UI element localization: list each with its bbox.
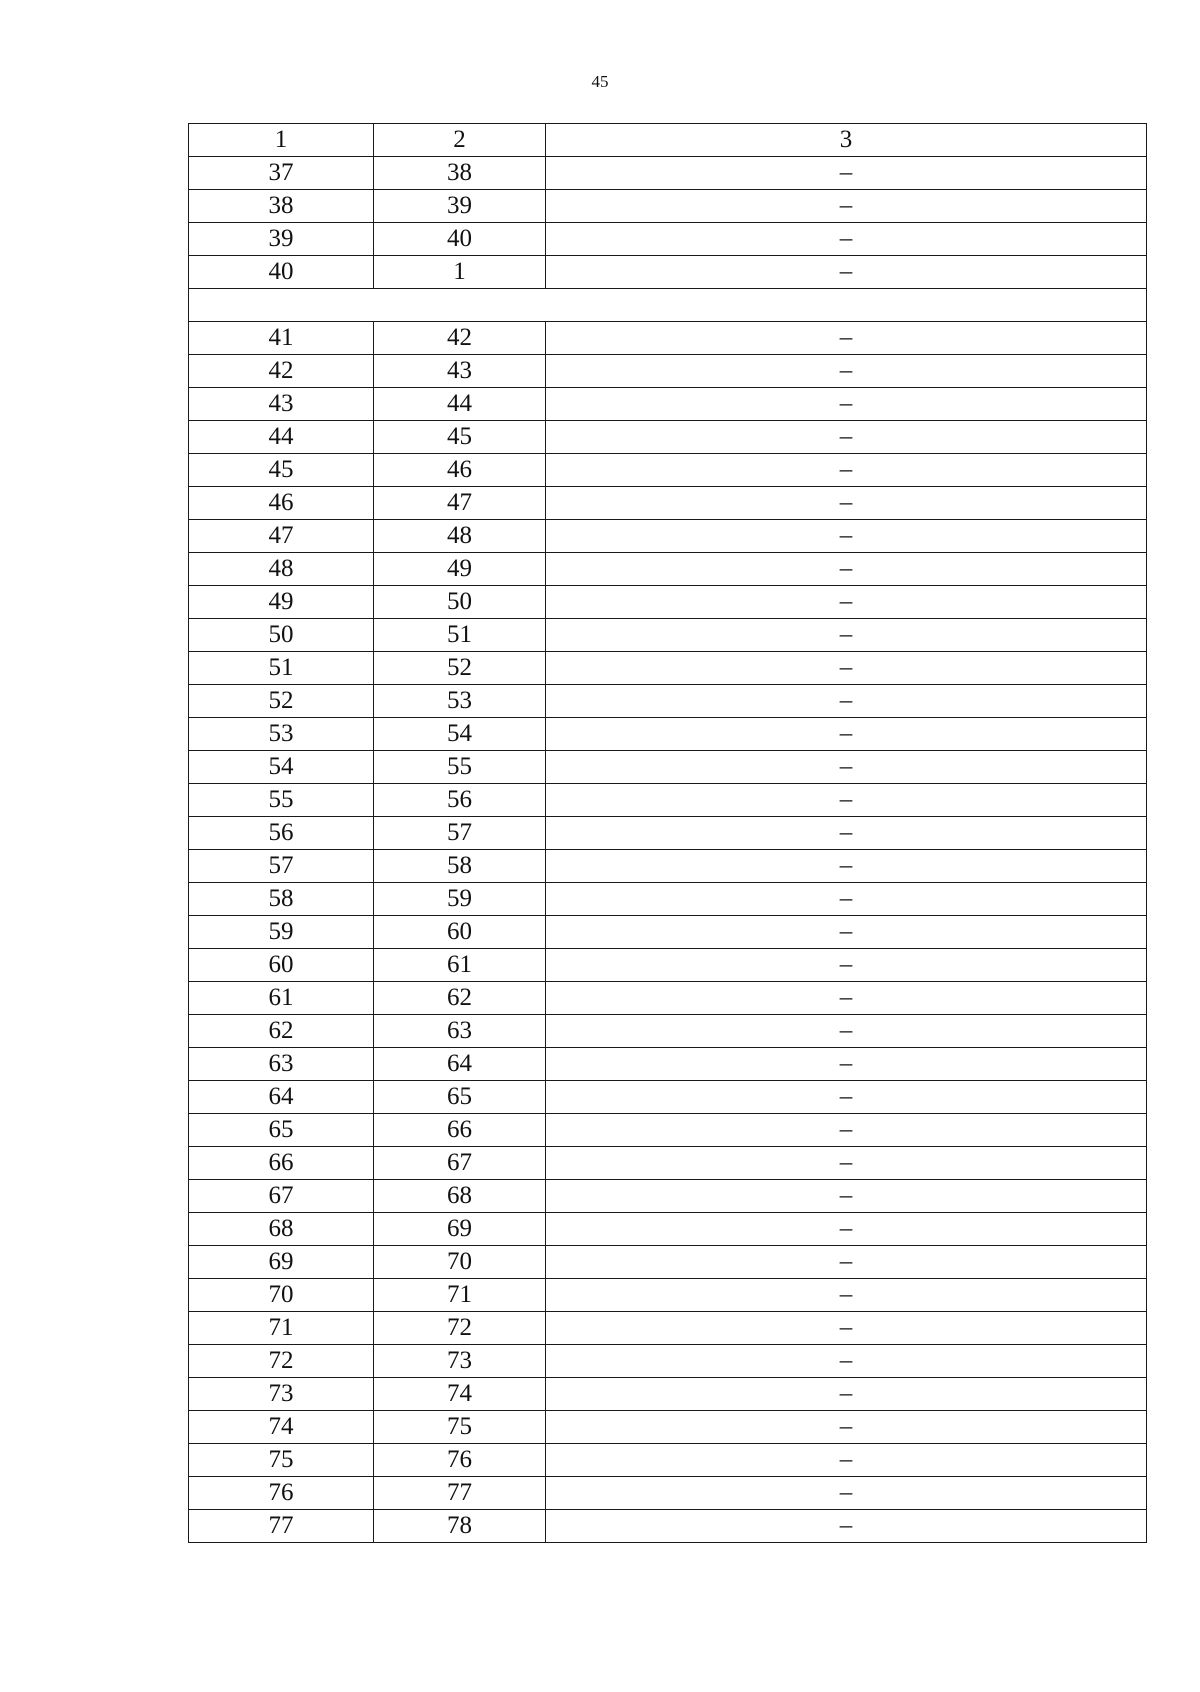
table-row [189, 1081, 1147, 1114]
table-cell-col-1: 41 [189, 322, 374, 355]
table-cell-col-2: 48 [374, 520, 546, 553]
table-cell-col-3: – [546, 1510, 1147, 1543]
data-table [188, 123, 1147, 1543]
table-cell-col-2: 78 [374, 1510, 546, 1543]
table-cell-col-1: 42 [189, 355, 374, 388]
table-cell-col-1: 62 [189, 1015, 374, 1048]
table-cell-col-2: 75 [374, 1411, 546, 1444]
table-cell-col-2: 65 [374, 1081, 546, 1114]
table-cell-col-1: 77 [189, 1510, 374, 1543]
table-cell-col-3: – [546, 421, 1147, 454]
table-cell-col-2: 66 [374, 1114, 546, 1147]
table-cell-col-2: 38 [374, 157, 546, 190]
table-cell-col-3: – [546, 487, 1147, 520]
table-cell-col-3: – [546, 1378, 1147, 1411]
table-row [189, 619, 1147, 652]
table-cell-col-2: 68 [374, 1180, 546, 1213]
table-cell-col-3: – [546, 652, 1147, 685]
table-cell-col-2: 58 [374, 850, 546, 883]
table-cell-col-3: – [546, 1279, 1147, 1312]
table-cell-col-2: 54 [374, 718, 546, 751]
table-row [189, 421, 1147, 454]
header-cell-1: 1 [189, 124, 374, 157]
table-cell-col-2: 61 [374, 949, 546, 982]
table-cell-col-3: – [546, 850, 1147, 883]
table-cell-col-3: – [546, 256, 1147, 289]
table-cell-col-1: 53 [189, 718, 374, 751]
table-cell-col-2: 50 [374, 586, 546, 619]
table-cell-col-3: – [546, 982, 1147, 1015]
table-cell-col-2: 49 [374, 553, 546, 586]
table-cell-col-3: – [546, 1114, 1147, 1147]
table-cell-col-1: 56 [189, 817, 374, 850]
table-cell-col-3: – [546, 883, 1147, 916]
table-row [189, 751, 1147, 784]
table-cell-col-1: 61 [189, 982, 374, 1015]
table-cell-col-1: 38 [189, 190, 374, 223]
table-cell-col-2: 55 [374, 751, 546, 784]
table-row [189, 1411, 1147, 1444]
table-cell-col-3: – [546, 1180, 1147, 1213]
table-cell-col-2: 72 [374, 1312, 546, 1345]
table-row [189, 355, 1147, 388]
table-cell-col-1: 47 [189, 520, 374, 553]
page-number: 45 [591, 72, 609, 91]
table-cell-col-3: – [546, 355, 1147, 388]
table-cell-col-1: 51 [189, 652, 374, 685]
table-cell-col-2: 77 [374, 1477, 546, 1510]
table-row [189, 1279, 1147, 1312]
table-cell-col-3: – [546, 1312, 1147, 1345]
table-cell-col-3: – [546, 949, 1147, 982]
table-cell-col-3: – [546, 916, 1147, 949]
table-row [189, 1246, 1147, 1279]
table-row [189, 883, 1147, 916]
table-cell-col-1: 75 [189, 1444, 374, 1477]
table-cell-col-3: – [546, 619, 1147, 652]
table-cell-col-1: 52 [189, 685, 374, 718]
separator-row [189, 289, 1147, 322]
table-cell-col-1: 48 [189, 553, 374, 586]
header-cell-2: 2 [374, 124, 546, 157]
header-cell-3: 3 [546, 124, 1147, 157]
table-cell-col-3: – [546, 1477, 1147, 1510]
table-cell-col-2: 42 [374, 322, 546, 355]
table-row [189, 1510, 1147, 1543]
table-cell-col-2: 70 [374, 1246, 546, 1279]
table-cell-col-1: 76 [189, 1477, 374, 1510]
table-row [189, 388, 1147, 421]
table-row [189, 718, 1147, 751]
table-cell-col-2: 44 [374, 388, 546, 421]
table-cell-col-3: – [546, 1345, 1147, 1378]
table-cell-col-2: 47 [374, 487, 546, 520]
table-header-row [189, 124, 1147, 157]
table-cell-col-2: 63 [374, 1015, 546, 1048]
table-cell-col-3: – [546, 718, 1147, 751]
table-cell-col-1: 43 [189, 388, 374, 421]
table-cell-col-2: 69 [374, 1213, 546, 1246]
table-cell-col-3: – [546, 1411, 1147, 1444]
table-cell-col-1: 46 [189, 487, 374, 520]
table-cell-col-1: 55 [189, 784, 374, 817]
table-cell-col-1: 68 [189, 1213, 374, 1246]
table-cell-col-1: 54 [189, 751, 374, 784]
table-cell-col-1: 63 [189, 1048, 374, 1081]
table-row [189, 1312, 1147, 1345]
table-row [189, 1048, 1147, 1081]
table-cell-col-1: 40 [189, 256, 374, 289]
table-cell-col-2: 62 [374, 982, 546, 1015]
table-cell-col-3: – [546, 685, 1147, 718]
table-cell-col-1: 44 [189, 421, 374, 454]
table-row [189, 916, 1147, 949]
table-row [189, 1345, 1147, 1378]
table-row [189, 685, 1147, 718]
table-cell-col-2: 67 [374, 1147, 546, 1180]
table-cell-col-1: 60 [189, 949, 374, 982]
table-row [189, 817, 1147, 850]
table-row [189, 454, 1147, 487]
table-cell-col-2: 64 [374, 1048, 546, 1081]
table-cell-col-1: 64 [189, 1081, 374, 1114]
table-cell-col-2: 1 [374, 256, 546, 289]
table-cell-col-2: 52 [374, 652, 546, 685]
table-cell-col-1: 73 [189, 1378, 374, 1411]
table-cell-col-3: – [546, 784, 1147, 817]
table-cell-col-2: 40 [374, 223, 546, 256]
table-cell-col-3: – [546, 1246, 1147, 1279]
table-cell-col-2: 53 [374, 685, 546, 718]
table-row [189, 586, 1147, 619]
table-row [189, 1114, 1147, 1147]
table-cell-col-2: 43 [374, 355, 546, 388]
table-cell-col-1: 74 [189, 1411, 374, 1444]
table-cell-col-3: – [546, 586, 1147, 619]
table-row [189, 1180, 1147, 1213]
table-cell-col-3: – [546, 157, 1147, 190]
table-cell-col-3: – [546, 520, 1147, 553]
table-row [189, 190, 1147, 223]
table-cell-col-1: 49 [189, 586, 374, 619]
table-row [189, 1378, 1147, 1411]
table-row [189, 553, 1147, 586]
table-row [189, 850, 1147, 883]
table-cell-col-2: 39 [374, 190, 546, 223]
table-body [189, 124, 1147, 1543]
table-cell-col-1: 37 [189, 157, 374, 190]
table-cell-col-1: 72 [189, 1345, 374, 1378]
table-row [189, 652, 1147, 685]
table-cell-col-3: – [546, 751, 1147, 784]
table-cell-col-3: – [546, 1147, 1147, 1180]
table-row [189, 784, 1147, 817]
table-cell-col-3: – [546, 223, 1147, 256]
table-row [189, 322, 1147, 355]
table-cell-col-3: – [546, 1048, 1147, 1081]
table-row [189, 949, 1147, 982]
table-cell-col-1: 70 [189, 1279, 374, 1312]
table-cell-col-2: 74 [374, 1378, 546, 1411]
table-cell-col-1: 58 [189, 883, 374, 916]
table-cell-col-3: – [546, 1213, 1147, 1246]
table-cell-col-2: 56 [374, 784, 546, 817]
table-cell-col-1: 59 [189, 916, 374, 949]
table-cell-col-3: – [546, 388, 1147, 421]
table-cell-col-3: – [546, 1081, 1147, 1114]
table-cell-col-2: 57 [374, 817, 546, 850]
table-cell-col-2: 59 [374, 883, 546, 916]
table-row [189, 520, 1147, 553]
table-row [189, 256, 1147, 289]
table-cell-col-2: 60 [374, 916, 546, 949]
table-cell-col-1: 69 [189, 1246, 374, 1279]
table-cell-col-3: – [546, 1444, 1147, 1477]
table-cell-col-1: 67 [189, 1180, 374, 1213]
table-cell-col-3: – [546, 1015, 1147, 1048]
table-cell-col-2: 73 [374, 1345, 546, 1378]
table-cell-col-1: 71 [189, 1312, 374, 1345]
table-row [189, 157, 1147, 190]
table-cell-col-3: – [546, 817, 1147, 850]
table-cell-col-3: – [546, 190, 1147, 223]
table-row [189, 1477, 1147, 1510]
table-cell-col-2: 46 [374, 454, 546, 487]
table-row [189, 1213, 1147, 1246]
table-cell-col-3: – [546, 454, 1147, 487]
table-cell-col-1: 39 [189, 223, 374, 256]
table-cell-col-1: 45 [189, 454, 374, 487]
table-row [189, 1444, 1147, 1477]
table-cell-col-2: 45 [374, 421, 546, 454]
table-row [189, 1147, 1147, 1180]
table-cell-col-2: 71 [374, 1279, 546, 1312]
table-row [189, 1015, 1147, 1048]
table-cell-col-1: 66 [189, 1147, 374, 1180]
table-cell-col-1: 65 [189, 1114, 374, 1147]
table-cell-col-2: 51 [374, 619, 546, 652]
table-cell-col-1: 57 [189, 850, 374, 883]
table-row [189, 487, 1147, 520]
table-row [189, 982, 1147, 1015]
separator-cell [189, 289, 1147, 322]
table-cell-col-3: – [546, 322, 1147, 355]
table-cell-col-2: 76 [374, 1444, 546, 1477]
table-cell-col-1: 50 [189, 619, 374, 652]
table-cell-col-3: – [546, 553, 1147, 586]
table-row [189, 223, 1147, 256]
